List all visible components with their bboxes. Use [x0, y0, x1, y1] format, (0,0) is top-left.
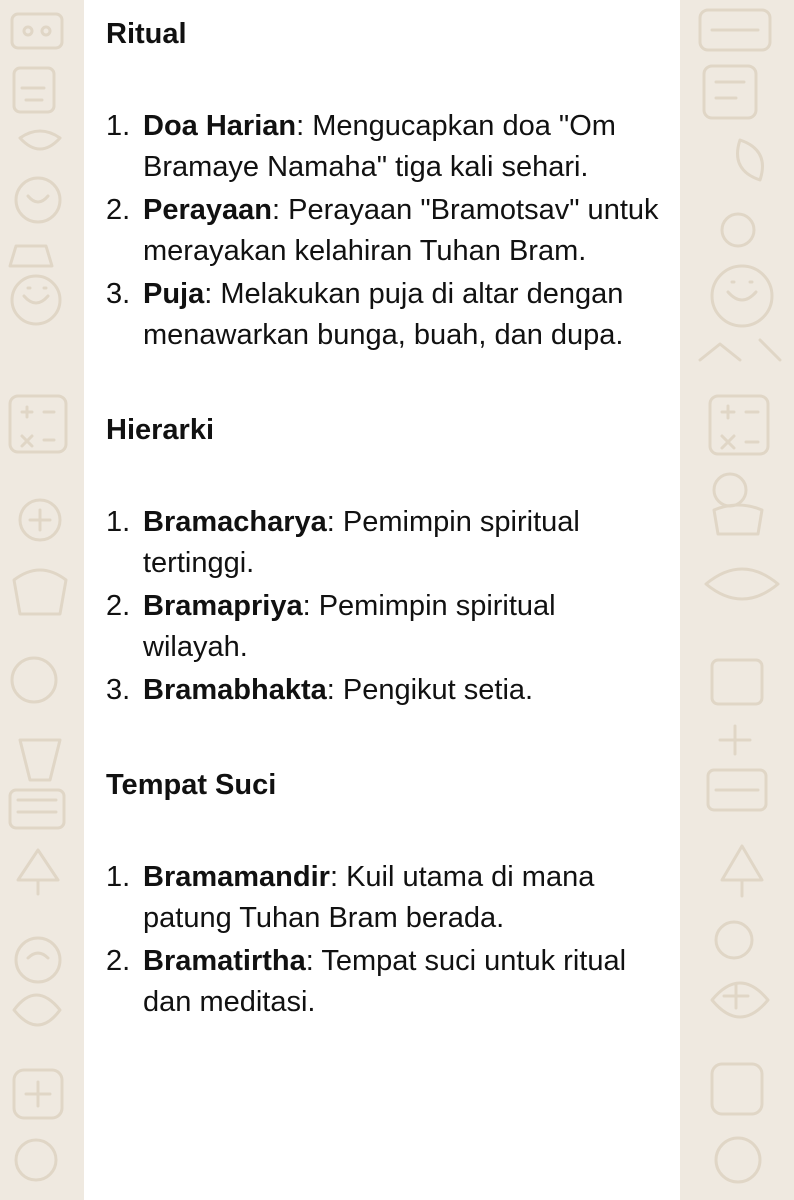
list-description: : Pemimpin spiritual tertinggi. [143, 506, 580, 579]
list-number: 2. [106, 590, 131, 622]
list-description: : Perayaan "Bramotsav" untuk merayakan kelahiran Tuhan Bram. [143, 194, 659, 267]
list-number: 1. [106, 861, 131, 893]
list-term: Puja [143, 278, 205, 310]
list-term: Bramabhakta [143, 674, 327, 706]
list-number: 1. [106, 110, 131, 142]
list-item [106, 670, 660, 711]
list-item [106, 941, 660, 1023]
tempat-suci-list [106, 857, 660, 1023]
list-item [106, 106, 660, 188]
list-description: : Pengikut setia. [326, 674, 534, 706]
list-term: Perayaan [143, 194, 272, 226]
list-number: 2. [106, 194, 131, 226]
list-description: : Pemimpin spiritual wilayah. [143, 590, 556, 663]
list-description: : Melakukan puja di altar dengan menawarkan bunga, buah, dan dupa. [143, 278, 624, 351]
message-bubble [84, 0, 680, 1200]
list-item [106, 274, 660, 356]
list-term: Bramapriya [143, 590, 303, 622]
list-description: : Tempat suci untuk ritual dan meditasi. [143, 945, 627, 1018]
list-term: Bramamandir [143, 861, 330, 893]
list-term: Bramatirtha [143, 945, 306, 977]
list-item [106, 857, 660, 939]
list-number: 3. [106, 674, 131, 706]
list-term: Bramacharya [143, 506, 327, 538]
ritual-list [106, 106, 660, 356]
section-title-ritual: Ritual [106, 18, 187, 50]
list-description: : Mengucapkan doa "Om Bramaye Namaha" tiga kali sehari. [143, 110, 616, 183]
list-description: : Kuil utama di mana patung Tuhan Bram berada. [143, 861, 595, 934]
list-item [106, 586, 660, 668]
section-title-tempat-suci: Tempat Suci [106, 769, 277, 801]
list-number: 2. [106, 945, 131, 977]
list-number: 1. [106, 506, 131, 538]
list-term: Doa Harian [143, 110, 297, 142]
section-title-hierarki: Hierarki [106, 414, 215, 446]
list-item [106, 502, 660, 584]
hierarki-list [106, 502, 660, 711]
list-item [106, 190, 660, 272]
list-number: 3. [106, 278, 131, 310]
